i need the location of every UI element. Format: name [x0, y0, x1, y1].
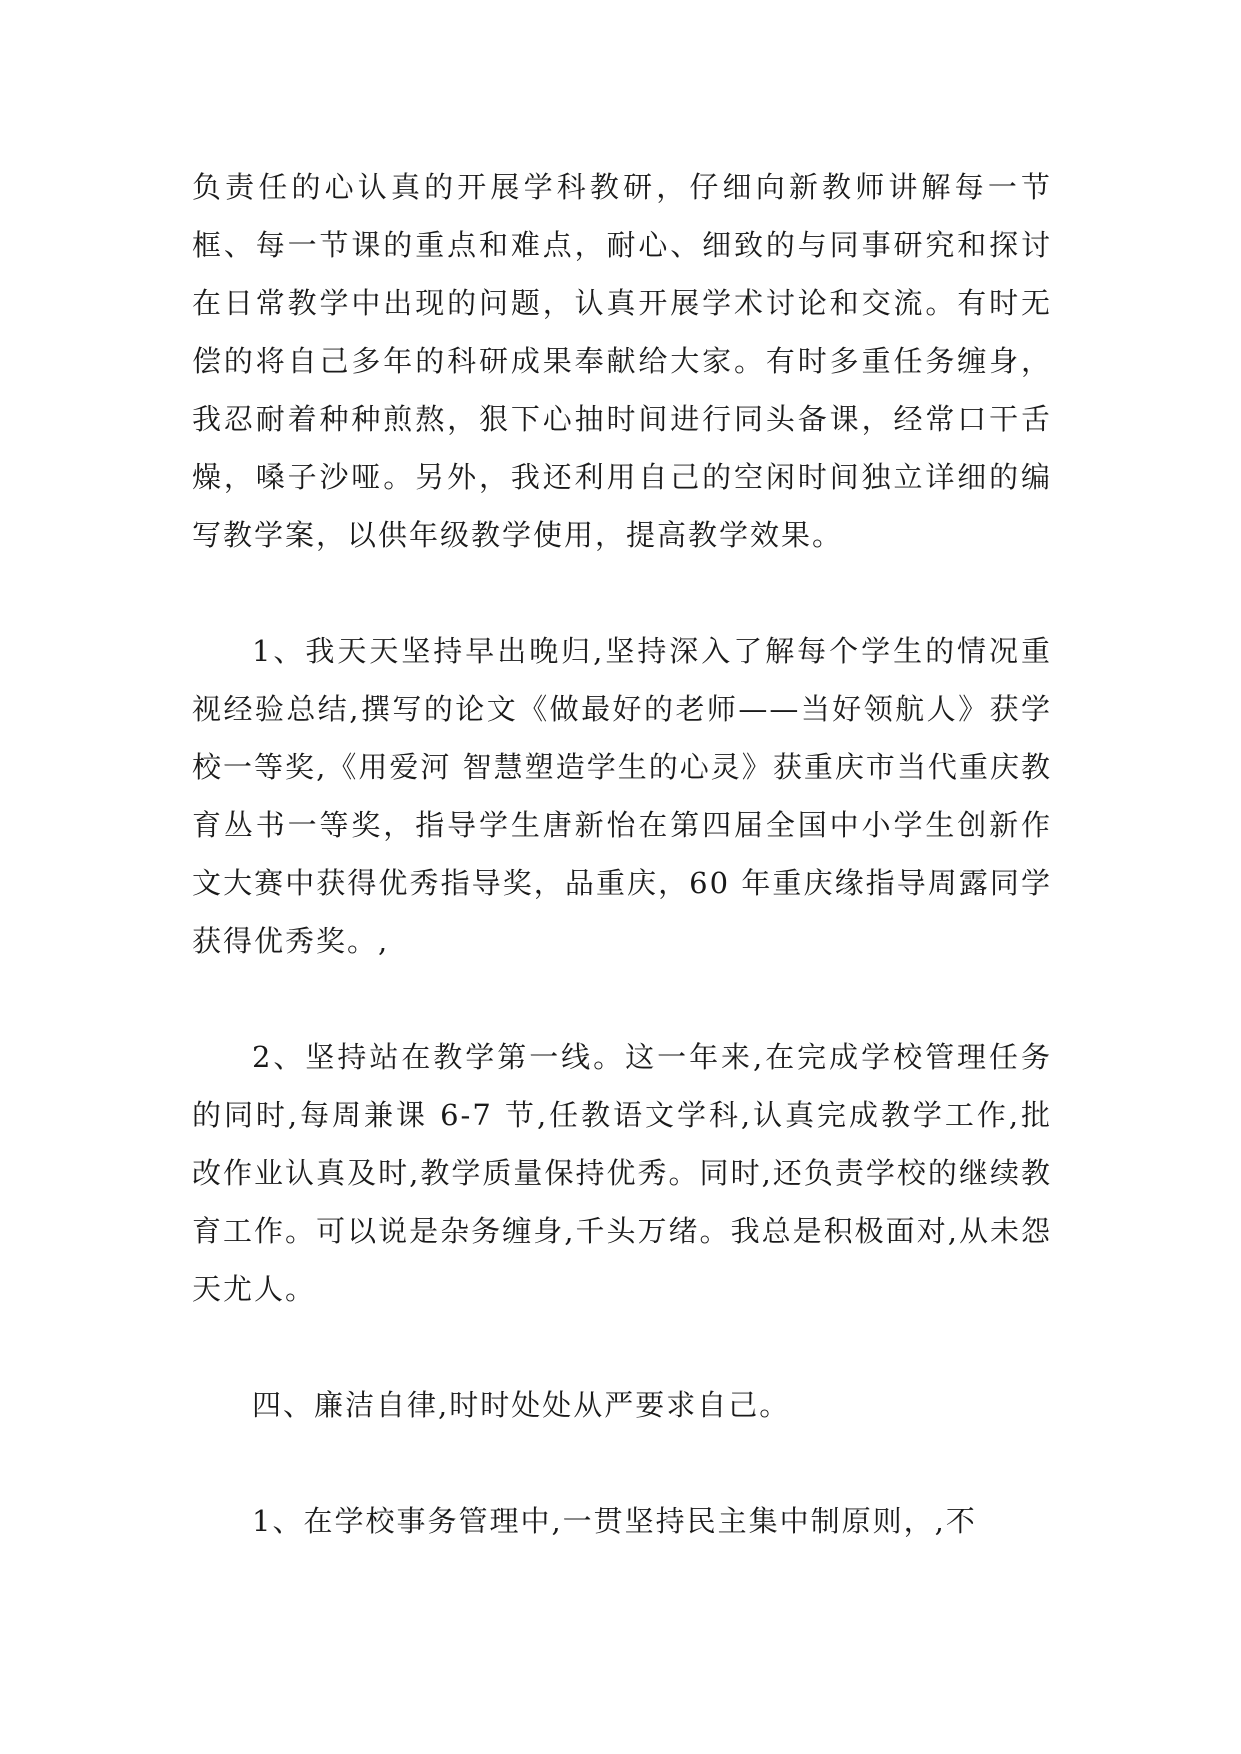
paragraph-item-2: 2、坚持站在教学第一线。这一年来,在完成学校管理任务的同时,每周兼课 6-7 节,任教语文学科,认真完成教学工作,批改作业认真及时,教学质量保持优秀。同时,还负责学校的继续教育工作。可以说是杂务缠身,千头万绪。我总是积极面对,从未怨天尤人。	[192, 1040, 1052, 1306]
section-heading-4: 四、廉洁自律,时时处处从严要求自己。	[252, 1388, 791, 1422]
paragraph-section-4-item-1: 1、在学校事务管理中,一贯坚持民主集中制原则，,不	[252, 1504, 977, 1538]
paragraph-continuation: 负责任的心认真的开展学科教研，仔细向新教师讲解每一节框、每一节课的重点和难点，耐心、细致的与同事研究和探讨在日常教学中出现的问题，认真开展学术讨论和交流。有时无偿的将自己多年的科研成果奉献给大家。有时多重任务缠身，我忍耐着种种煎熬，狠下心抽时间进行同头备课，经常口干舌燥，嗓子沙哑。另外，我还利用自己的空闲时间独立详细的编写教学案，以供年级教学使用，提高教学效果。	[192, 170, 1052, 552]
paragraph-item-1: 1、我天天坚持早出晚归,坚持深入了解每个学生的情况重视经验总结,撰写的论文《做最好的老师——当好领航人》获学校一等奖,《用爱河 智慧塑造学生的心灵》获重庆市当代重庆教育丛书一等奖，指导学生唐新怡在第四届全国中小学生创新作文大赛中获得优秀指导奖，品重庆，60 年重庆缘指导周露同学获得优秀奖。,	[192, 634, 1052, 958]
document-body	[192, 158, 1052, 1550]
